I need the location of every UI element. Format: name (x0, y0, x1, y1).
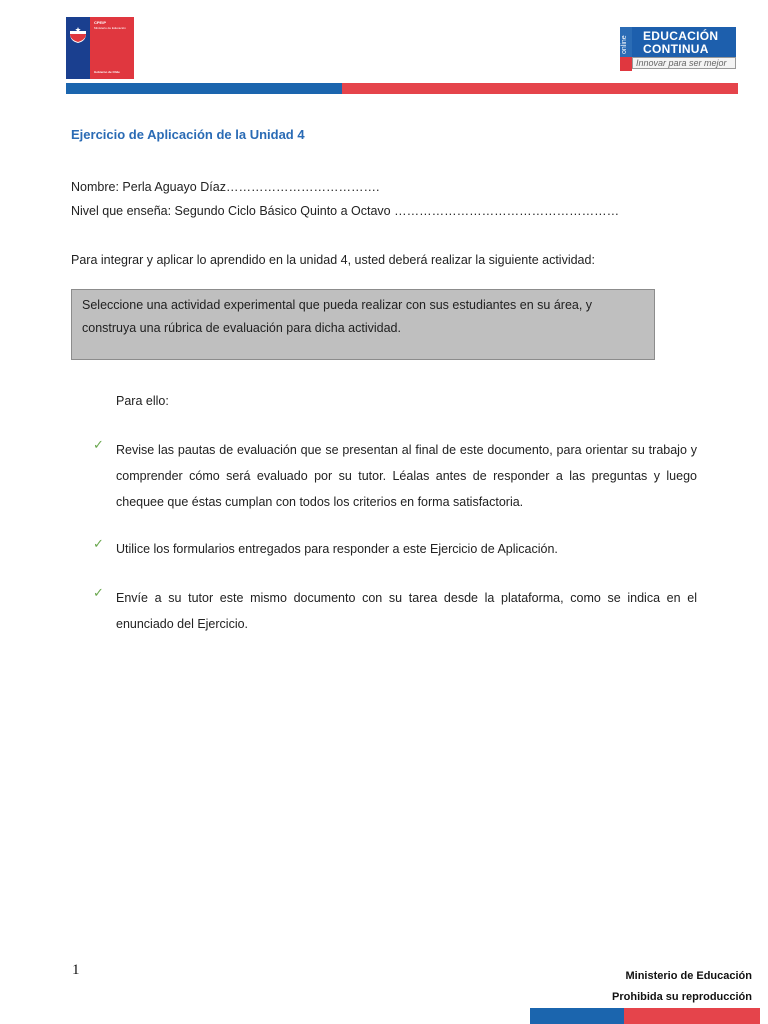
logo-bottom-text: Gobierno de Chile (94, 70, 120, 74)
para-ello: Para ello: (116, 394, 169, 408)
activity-box: Seleccione una actividad experimental que pueda realizar con sus estudiantes en su área, y construya una rúbrica de evaluación para dicha actividad. (71, 289, 655, 360)
nivel-line: Nivel que enseña: Segundo Ciclo Básico Quinto a Octavo ……………………………………………… (71, 204, 620, 218)
government-logo (66, 17, 134, 79)
header-band-blue (66, 83, 342, 94)
logo-sub-text: Ministerio de Educación (94, 26, 126, 30)
logo-top-text: CPEIP (94, 20, 107, 25)
check-icon: ✓ (93, 585, 104, 600)
bullet-text: Revise las pautas de evaluación que se presentan al final de este documento, para orientar su trabajo y comprender cómo será evaluado por su tutor. Léalas antes de responder a las preguntas y luego chequee que éstas cumplan con todos los criterios en forma satisfactoria. (116, 443, 697, 509)
bullet-text: Utilice los formularios entregados para responder a este Ejercicio de Aplicación. (116, 542, 558, 556)
chile-shield-icon (68, 22, 88, 44)
nombre-line: Nombre: Perla Aguayo Díaz………………………………. (71, 180, 380, 194)
logo-tagline: Innovar para ser mejor (636, 58, 727, 68)
logo-line2: CONTINUA (643, 42, 709, 56)
footer-band-blue (530, 1008, 624, 1024)
document-title: Ejercicio de Aplicación de la Unidad 4 (71, 127, 305, 142)
logo-line1: EDUCACIÓN (643, 29, 719, 43)
educacion-continua-logo (620, 27, 736, 71)
intro-text: Para integrar y aplicar lo aprendido en la unidad 4, usted deberá realizar la siguiente actividad: (71, 253, 595, 267)
header-band-red (342, 83, 738, 94)
check-icon: ✓ (93, 536, 104, 551)
bullet-text: Envíe a su tutor este mismo documento con su tarea desde la plataforma, como se indica en el enunciado del Ejercicio. (116, 591, 697, 631)
page-number: 1 (72, 962, 80, 978)
footer-ministry: Ministerio de Educación (625, 970, 752, 982)
logo-side-text: online (621, 35, 628, 54)
check-icon: ✓ (93, 437, 104, 452)
footer-copyright: Prohibida su reproducción (612, 991, 752, 1003)
footer-band-red (624, 1008, 760, 1024)
